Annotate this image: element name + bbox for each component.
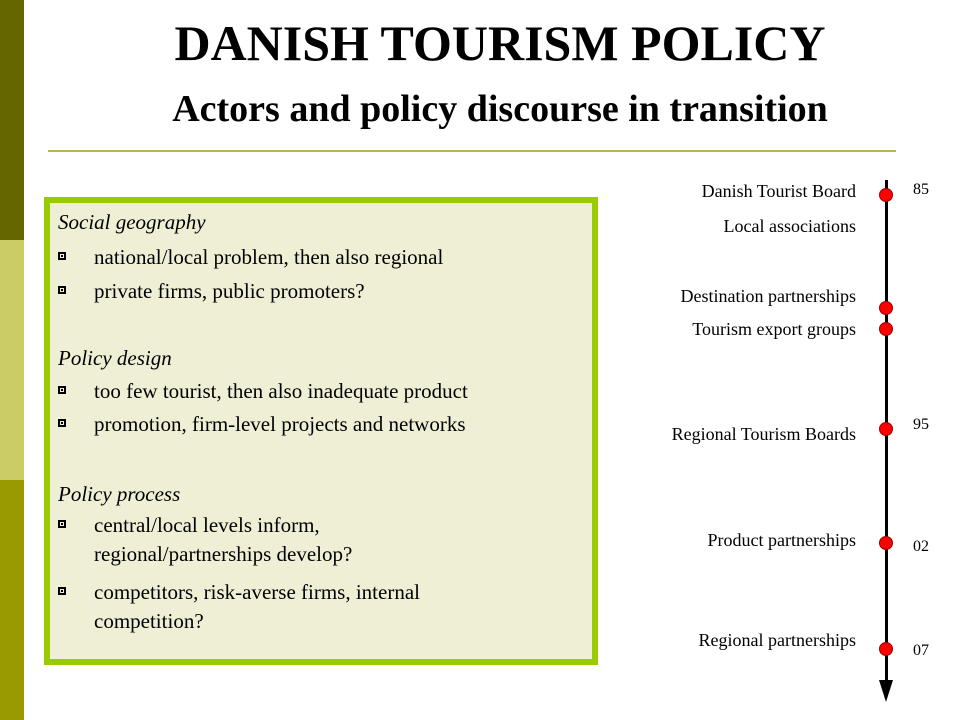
timeline-marker — [879, 536, 893, 550]
timeline-year-07: 07 — [913, 642, 929, 659]
timeline-marker — [879, 642, 893, 656]
timeline-year-02: 02 — [913, 538, 929, 555]
bullet-item — [58, 243, 578, 272]
timeline-label-danish-tourist-board: Danish Tourist Board — [701, 181, 856, 201]
timeline-label-tourism-export-groups: Tourism export groups — [692, 319, 856, 339]
slide-subtitle: Actors and policy discourse in transition — [172, 88, 828, 130]
decor-band-top — [0, 0, 24, 240]
bullet-item — [58, 578, 578, 636]
square-bullet-icon — [58, 252, 66, 260]
decor-band-middle — [0, 240, 24, 480]
bullet-text: promotion, firm-level projects and networks — [94, 412, 466, 436]
timeline-label-regional-partnerships: Regional partnerships — [698, 630, 856, 650]
timeline-marker — [879, 322, 893, 336]
bullet-text: private firms, public promoters? — [94, 279, 365, 303]
timeline-label-regional-tourism-boards: Regional Tourism Boards — [671, 424, 856, 444]
bullet-item — [58, 377, 578, 406]
timeline-marker — [879, 422, 893, 436]
square-bullet-icon — [58, 286, 66, 294]
square-bullet-icon — [58, 587, 66, 595]
timeline-marker — [879, 301, 893, 315]
timeline-label-destination-partnerships: Destination partnerships — [680, 286, 856, 306]
bullet-item — [58, 511, 578, 569]
square-bullet-icon — [58, 386, 66, 394]
timeline-year-85: 85 — [913, 181, 929, 198]
bullet-text: too few tourist, then also inadequate product — [94, 379, 468, 403]
square-bullet-icon — [58, 520, 66, 528]
bullet-text: competitors, risk-averse firms, internal competition? — [94, 580, 420, 633]
section-heading-policy-process: Policy process — [58, 482, 181, 506]
slide-title: DANISH TOURISM POLICY — [174, 15, 826, 71]
decor-band-bottom — [0, 480, 24, 720]
bullet-item — [58, 410, 578, 439]
timeline-label-local-associations: Local associations — [723, 216, 856, 236]
section-heading-social-geography: Social geography — [58, 210, 206, 234]
bullet-text: central/local levels inform, regional/partnerships develop? — [94, 513, 353, 566]
timeline-arrow-down-icon — [879, 680, 893, 702]
bullet-item — [58, 277, 578, 306]
timeline-marker — [879, 188, 893, 202]
bullet-text: national/local problem, then also regional — [94, 245, 444, 269]
square-bullet-icon — [58, 419, 66, 427]
timeline-label-product-partnerships: Product partnerships — [707, 530, 856, 550]
timeline-year-95: 95 — [913, 416, 929, 433]
title-divider — [48, 150, 896, 152]
section-heading-policy-design: Policy design — [58, 346, 172, 370]
